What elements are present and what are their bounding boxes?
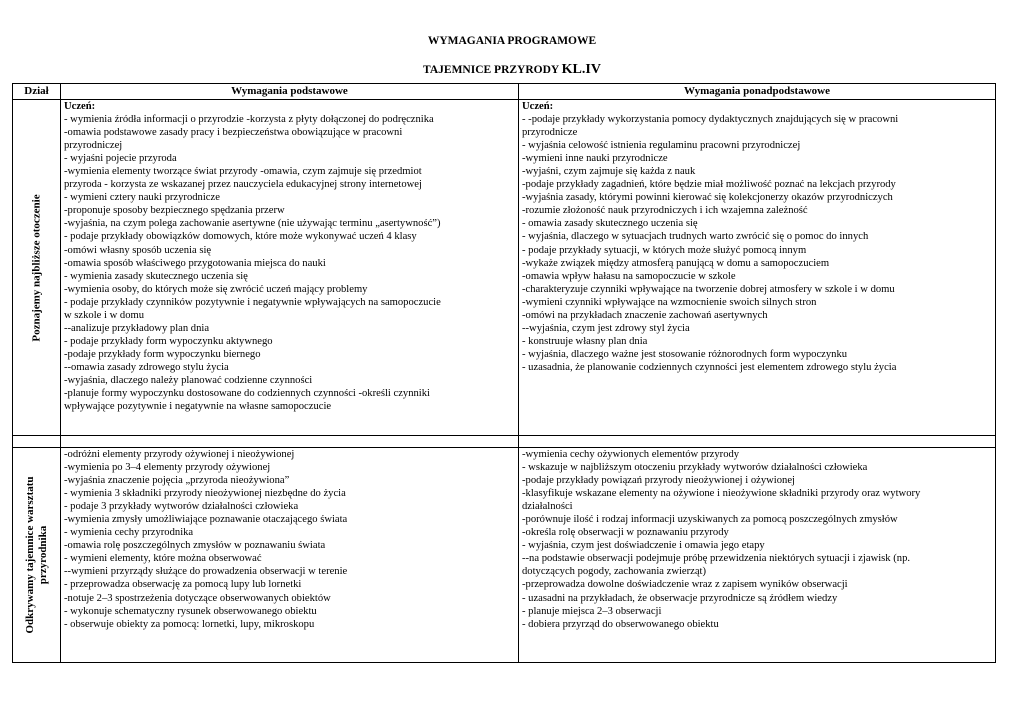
requirement-line: -przeprowadza dowolne doświadczenie wraz z zapisem wyników obserwacji <box>522 579 848 591</box>
requirement-line: -wyjaśnia zasady, którymi powinni kierować się kolekcjonerzy okazów przyrodniczych <box>522 192 893 204</box>
requirement-line: --wyjaśnia, czym jest zdrowy styl życia <box>522 322 690 334</box>
requirement-line: -określa rolę obserwacji w poznawaniu przyrody <box>522 527 729 539</box>
requirement-line: - wymienia 3 składniki przyrody nieożywionej niezbędne do życia <box>64 488 346 500</box>
requirement-line: - uzasadnia, że planowanie codziennych czynności jest elementem zdrowego stylu życia <box>522 361 897 373</box>
requirement-line: -wymienia cechy ożywionych elementów przyrody <box>522 449 740 460</box>
requirement-line: - wymieni cztery nauki przyrodnicze <box>64 192 220 204</box>
requirement-line: przyrodniczej <box>64 140 123 152</box>
requirement-line: --omawia zasady zdrowego stylu życia <box>64 361 229 373</box>
requirement-line: - podaje 3 przykłady wytworów działalności człowieka <box>64 501 299 513</box>
section-label-cell-1 <box>13 100 61 436</box>
requirement-line: - wykonuje schematyczny rysunek obserwowanego obiektu <box>64 605 317 617</box>
requirement-line: - dobiera przyrząd do obserwowanego obiektu <box>522 618 719 630</box>
requirement-line: -klasyfikuje wskazane elementy na ożywione i nieożywione składniki przyrody oraz wytwory <box>522 488 921 500</box>
requirements-table <box>12 83 996 663</box>
requirement-line: - wyjaśnia celowość istnienia regulaminu pracowni przyrodniczej <box>522 140 801 152</box>
requirement-line: - wskazuje w najbliższym otoczeniu przykłady wytworów działalności człowieka <box>522 462 868 474</box>
requirement-line: -rozumie złożoność nauk przyrodniczych i ich wzajemna zależność <box>522 205 808 217</box>
advanced-requirements-1 <box>519 100 996 436</box>
requirement-line: -podaje przykłady form wypoczynku biernego <box>64 348 261 360</box>
subtitle-text: TAJEMNICE PRZYRODY <box>423 64 562 76</box>
requirement-line: - planuje miejsca 2–3 obserwacji <box>522 605 662 617</box>
requirement-line: wpływające pozytywnie i negatywnie na własne samopoczucie <box>64 401 332 413</box>
header-dzial: Dział <box>13 84 61 100</box>
lead-label: Uczeń: <box>64 101 96 112</box>
lead-label: Uczeń: <box>522 101 554 112</box>
requirement-line: -wymienia po 3–4 elementy przyrody ożywionej <box>64 462 271 474</box>
requirement-line: - wymieni elementy, które można obserwować <box>64 553 262 565</box>
gap-cell <box>519 436 996 448</box>
requirement-line: - przeprowadza obserwację za pomocą lupy lub lornetki <box>64 579 302 591</box>
requirement-line: - wymienia zasady skutecznego uczenia się <box>64 270 248 282</box>
basic-requirements-1 <box>61 100 519 436</box>
requirement-line: -omówi na przykładach znaczenie zachowań asertywnych <box>522 309 768 321</box>
requirement-line: -charakteryzuje czynniki wpływające na tworzenie dobrej atmosfery w szkole i w domu <box>522 283 895 295</box>
requirement-line: -wymieni inne nauki przyrodnicze <box>522 153 668 165</box>
document-subtitle <box>0 62 1024 78</box>
section-row-1 <box>13 100 996 436</box>
section-label-line: Odkrywamy tajemnice warsztatu <box>23 476 36 634</box>
header-advanced: Wymagania ponadpodstawowe <box>519 84 996 100</box>
requirement-line: -wyjaśni, czym zajmuje się każda z nauk <box>522 166 696 178</box>
requirement-line: - wyjaśnia, czym jest doświadczenie i omawia jego etapy <box>522 540 765 552</box>
requirement-line: -omawia sposób właściwego przygotowania miejsca do nauki <box>64 257 326 269</box>
basic-list-2 <box>64 448 515 631</box>
requirement-line: - podaje przykłady sytuacji, w których może służyć pomocą innym <box>522 244 807 256</box>
section-label-line: przyrodnika <box>36 525 49 585</box>
header-row <box>13 84 996 100</box>
requirement-line: - konstruuje własny plan dnia <box>522 335 648 347</box>
requirement-line: -wyjaśnia znaczenie pojęcia „przyroda nieożywiona” <box>64 475 290 487</box>
gap-cell <box>61 436 519 448</box>
requirement-line: - podaje przykłady obowiązków domowych, które może wykonywać uczeń 4 klasy <box>64 231 417 243</box>
requirement-line: - podaje przykłady form wypoczynku aktywnego <box>64 335 273 347</box>
requirement-line: przyrodnicze <box>522 127 578 139</box>
advanced-list-1 <box>522 113 992 374</box>
requirement-line: --wymieni przyrządy służące do prowadzenia obserwacji w terenie <box>64 566 348 578</box>
requirement-line: -notuje 2–3 spostrzeżenia dotyczące obserwowanych obiektów <box>64 592 331 604</box>
requirement-line: -wyjaśnia, dlaczego należy planować codzienne czynności <box>64 374 313 386</box>
class-label: KL.IV <box>561 62 601 77</box>
requirement-line: - -podaje przykłady wykorzystania pomocy dydaktycznych znajdujących się w pracowni <box>522 114 899 126</box>
requirement-line: -wymienia elementy tworzące świat przyrody -omawia, czym zajmuje się przedmiot <box>64 166 422 178</box>
requirement-line: --analizuje przykładowy plan dnia <box>64 322 210 334</box>
requirement-line: dotyczących pogody, zachowania zwierząt) <box>522 566 707 578</box>
section-label-2 <box>24 476 50 633</box>
requirement-line: - wymienia źródła informacji o przyrodzie -korzysta z płyty dołączonej do podręcznika <box>64 114 434 126</box>
basic-requirements-2 <box>61 448 519 663</box>
requirement-line: - wyjaśni pojecie przyroda <box>64 153 177 165</box>
requirement-line: -wymienia zmysły umożliwiające poznawanie otaczającego świata <box>64 514 348 526</box>
requirement-line: -omawia rolę poszczególnych zmysłów w poznawaniu świata <box>64 540 326 552</box>
requirement-line: -wymienia osoby, do których może się zwrócić uczeń mający problemy <box>64 283 368 295</box>
requirement-line: -wykaże związek między atmosferą panującą w domu a samopoczuciem <box>522 257 830 269</box>
advanced-list-2 <box>522 448 992 631</box>
requirement-line: -omówi własny sposób uczenia się <box>64 244 212 256</box>
header-basic: Wymagania podstawowe <box>61 84 519 100</box>
requirement-line: działalności <box>522 501 573 513</box>
requirement-line: -wyjaśnia, na czym polega zachowanie asertywne (nie używając terminu „asertywność”) <box>64 218 441 230</box>
requirement-line: - omawia zasady skutecznego uczenia się <box>522 218 698 230</box>
requirement-line: -omawia podstawowe zasady pracy i bezpieczeństwa obowiązujące w pracowni <box>64 127 403 139</box>
section-label-cell-2 <box>13 448 61 663</box>
gap-row <box>13 436 996 448</box>
requirement-line: - podaje przykłady czynników pozytywnie i negatywnie wpływających na samopoczucie <box>64 296 441 308</box>
requirement-line: w szkole i w domu <box>64 309 145 321</box>
requirement-line: - wyjaśnia, dlaczego w sytuacjach trudnych warto zwrócić się o pomoc do innych <box>522 231 869 243</box>
section-label-line: Poznajemy najbliższe otoczenie <box>30 193 42 342</box>
requirement-line: - obserwuje obiekty za pomocą: lornetki, lupy, mikroskopu <box>64 618 315 630</box>
requirement-line: przyroda - korzysta ze wskazanej przez nauczyciela edukacyjnej strony internetowej <box>64 179 422 191</box>
requirement-line: -planuje formy wypoczynku dostosowane do codziennych czynności -określi czynniki <box>64 388 430 400</box>
gap-cell <box>13 436 61 448</box>
requirement-line: - uzasadni na przykładach, że obserwacje przyrodnicze są źródłem wiedzy <box>522 592 838 604</box>
requirement-line: -podaje przykłady zagadnień, które będzie miał możliwość poznać na lekcjach przyrody <box>522 179 896 191</box>
requirement-line: - wyjaśnia, dlaczego ważne jest stosowanie różnorodnych form wypoczynku <box>522 348 848 360</box>
requirement-line: --na podstawie obserwacji podejmuje próbę przewidzenia niektórych sytuacji i zjawisk (np. <box>522 553 911 565</box>
basic-list-1 <box>64 113 515 413</box>
requirement-line: -odróżni elementy przyrody ożywionej i nieożywionej <box>64 449 295 460</box>
section-row-2 <box>13 448 996 663</box>
advanced-requirements-2 <box>519 448 996 663</box>
section-label-1 <box>30 194 43 341</box>
requirement-line: -porównuje ilość i rodzaj informacji uzyskiwanych za pomocą poszczególnych zmysłów <box>522 514 898 526</box>
document-title: WYMAGANIA PROGRAMOWE <box>427 35 597 47</box>
requirement-line: -podaje przykłady powiązań przyrody nieożywionej i ożywionej <box>522 475 795 487</box>
requirement-line: -proponuje sposoby bezpiecznego spędzania przerw <box>64 205 285 217</box>
requirement-line: -omawia wpływ hałasu na samopoczucie w szkole <box>522 270 736 282</box>
requirement-line: -wymieni czynniki wpływające na wzmocnienie swoich silnych stron <box>522 296 817 308</box>
requirement-line: - wymienia cechy przyrodnika <box>64 527 194 539</box>
